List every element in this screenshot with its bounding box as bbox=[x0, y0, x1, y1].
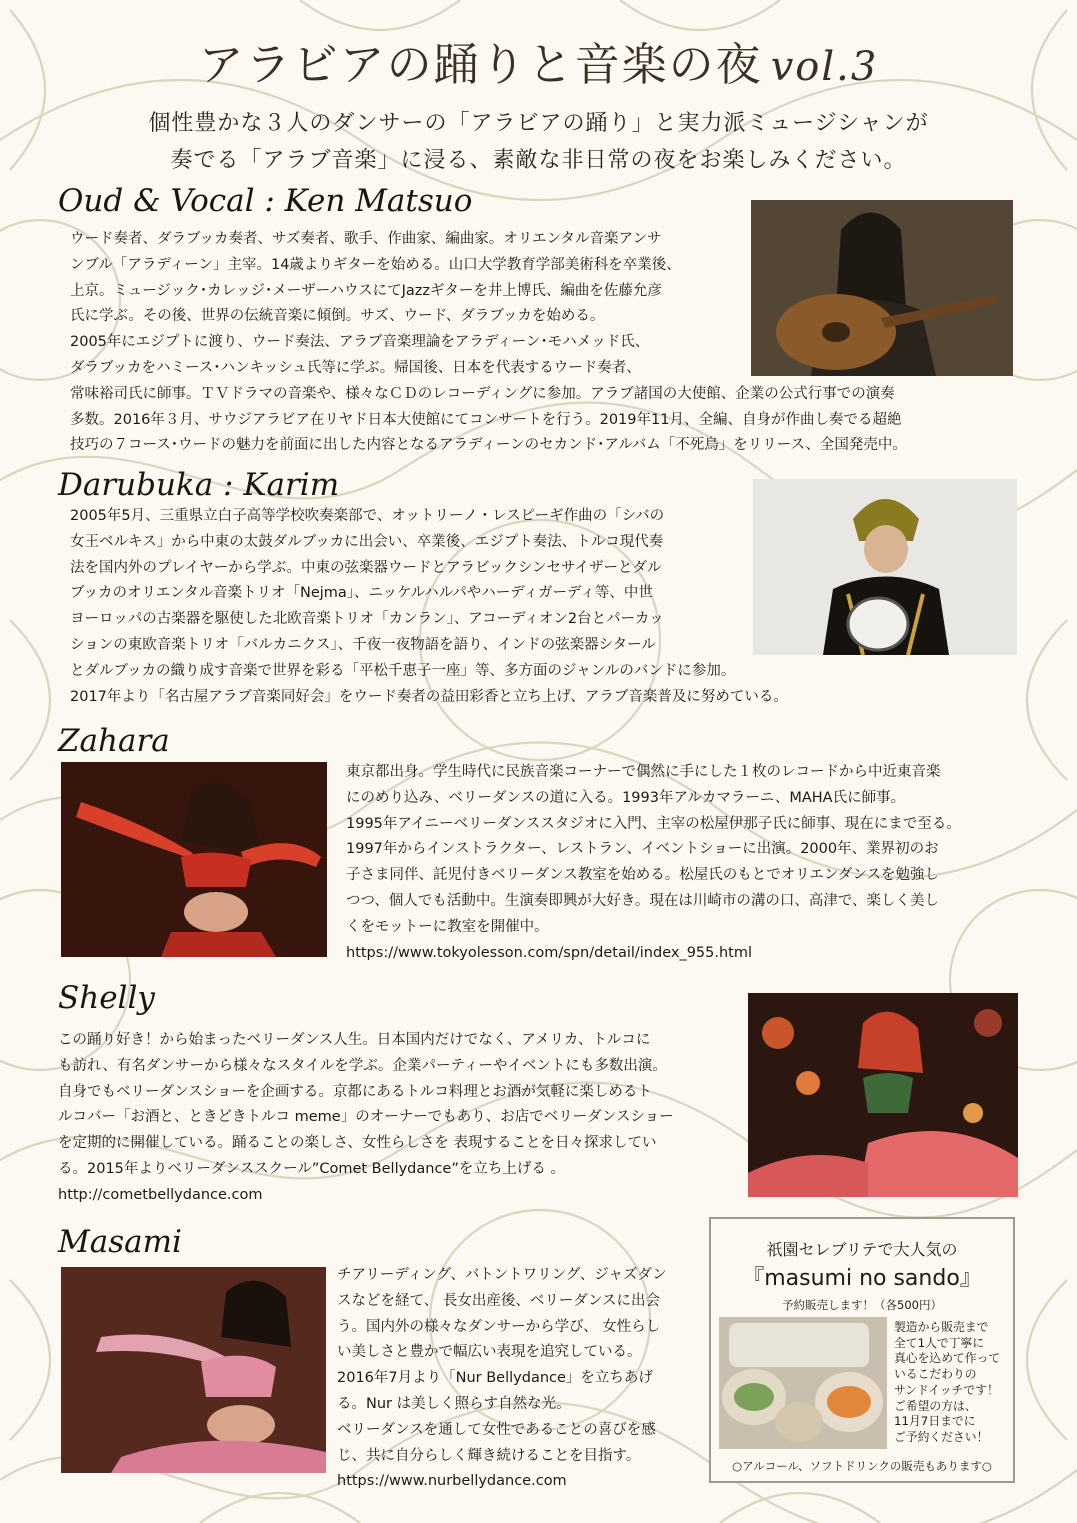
bio-line: 女王ベルキス」から中東の太鼓ダルブッカに出会い、卒業後、エジプト奏法、トルコ現代奏 bbox=[70, 533, 664, 550]
bio-shelly bbox=[58, 1028, 674, 1209]
bio-line: を定期的に開催している。踊ることの楽しさ、女性らしさを 表現することを日々探求してい bbox=[58, 1135, 657, 1152]
sando-product-name: 『masumi no sando』 bbox=[742, 1266, 982, 1291]
bio-line: つつ、個人でも活動中。生演奏即興が大好き。現在は川崎市の溝の口、高津で、楽しく美し bbox=[346, 892, 940, 909]
bio-line: 1995年アイニーベリーダンススタジオに入門、主宰の松屋伊那子氏に師事、現在にまで至る。 bbox=[346, 815, 961, 832]
bio-line: 2016年7月より「Nur Bellydance」を立ちあげ bbox=[337, 1370, 653, 1387]
sando-note-line: 全て1人で丁寧に bbox=[894, 1335, 985, 1350]
sando-note-line: サンドイッチです！ bbox=[894, 1382, 999, 1397]
bio-line: 多数。2016年３月、サウジアラビア在リヤド日本大使館にてコンサートを行う。2019年11月、全編、自身が作曲し奏でる超絶 bbox=[70, 411, 902, 428]
bio-karim bbox=[70, 504, 788, 710]
bio-line: る。2015年よりベリーダンススクール”Comet Bellydance”を立ち上げる 。 bbox=[58, 1160, 565, 1177]
bio-line: 法を国内外のプレイヤーから学ぶ。中東の弦楽器ウードとアラビックシンセサイザーとダル bbox=[70, 559, 662, 576]
lead-line-1: 個性豊かな３人のダンサーの「アラビアの踊り」と実力派ミュージシャンが bbox=[148, 111, 929, 136]
sando-note-line: 真心を込めて作って bbox=[894, 1351, 1001, 1366]
bio-line: う。国内外の様々なダンサーから学び、 女性らし bbox=[337, 1318, 661, 1335]
performer-name-zahara: Zahara bbox=[58, 723, 170, 759]
sando-footer: ○アルコール、ソフトドリンクの販売もあります○ bbox=[732, 1459, 992, 1473]
bio-line: 東京都出身。学生時代に民族音楽コーナーで偶然に手にした１枚のレコードから中近東音楽 bbox=[346, 764, 941, 780]
masami-website-link[interactable]: https://www.nurbellydance.com bbox=[337, 1473, 567, 1490]
photo-karim-darbuka bbox=[753, 479, 1017, 655]
bio-line: ションの東欧音楽トリオ「バルカニクス」、千夜一夜物語を語り、インドの弦楽器シタール bbox=[70, 636, 656, 653]
bio-line: い美しさと豊かで幅広い表現を追究している。 bbox=[337, 1344, 642, 1361]
photo-shelly-dancer bbox=[748, 993, 1018, 1197]
sando-promo-box bbox=[709, 1217, 1015, 1483]
bio-line: 2005年5月、三重県立白子高等学校吹奏楽部で、オットリーノ・レスピーギ作曲の「シバの bbox=[70, 508, 665, 524]
performer-name-karim: Darubuka : Karim bbox=[58, 467, 340, 503]
bio-line: スなどを経て、 長女出産後、ベリーダンスに出会 bbox=[337, 1292, 661, 1309]
sando-note-line: いるこだわりの bbox=[894, 1367, 977, 1382]
lead-line-2: 奏でる「アラブ音楽」に浸る、素敵な非日常の夜をお楽しみください。 bbox=[170, 148, 907, 173]
bio-line: ンブル「アラディーン」主宰。14歳よりギターを始める。山口大学教育学部美術科を卒業後、 bbox=[70, 256, 681, 273]
photo-zahara-dancer bbox=[61, 762, 327, 957]
bio-line: 子さま同伴、託児付きベリーダンス教室を始める。松屋氏のもとでオリエンダンスを勉強し bbox=[346, 867, 940, 884]
photo-masami-dancer bbox=[61, 1267, 326, 1473]
title-text: アラビアの踊りと音楽の夜 bbox=[198, 38, 763, 91]
bio-line: 上京。ミュージック･カレッジ･メーザーハウスにてJazzギターを井上博氏、編曲を佐藤允彦 bbox=[70, 282, 662, 299]
bio-line: チアリーディング、バトントワリング、ジャズダン bbox=[337, 1267, 667, 1283]
bio-line: 2005年にエジプトに渡り、ウード奏法、アラブ音楽理論をアラディーン･モハメッド氏、 bbox=[70, 334, 650, 351]
shelly-website-link[interactable]: http://cometbellydance.com bbox=[58, 1186, 263, 1203]
bio-line: 常味裕司氏に師事。ＴＶドラマの音楽や、様々なＣＤのレコーディングに参加。アラブ諸国の大使館、企業の公式行事での演奏 bbox=[70, 385, 895, 402]
sando-photo bbox=[719, 1317, 887, 1449]
bio-line: 氏に学ぶ。その後、世界の伝統音楽に傾倒。サズ、ウード、ダラブッカを始める。 bbox=[70, 308, 605, 325]
bio-line: 2017年より「名古屋アラブ音楽同好会」をウード奏者の益田彩香と立ち上げ、アラブ音楽普及に努めている。 bbox=[70, 688, 788, 705]
sando-presale: 予約販売します！（各500円） bbox=[782, 1298, 942, 1312]
bio-line: ルコバー「お酒と、ときどきトルコ meme」のオーナーでもあり、お店でベリーダンスショー bbox=[58, 1109, 674, 1126]
title-volume: vol.3 bbox=[770, 44, 879, 90]
sando-note-line: ご希望の方は、 bbox=[894, 1398, 977, 1413]
bio-line: ベリーダンスを通して女性であることの喜びを感 bbox=[337, 1421, 656, 1438]
bio-line: 技巧の７コース･ウードの魅力を前面に出した内容となるアラディーンのセカンド･アルバム「不死鳥」をリリース、全国発売中。 bbox=[70, 437, 907, 454]
bio-masami bbox=[337, 1263, 667, 1495]
bio-line: る。Nur は美しく照らす自然な光。 bbox=[337, 1395, 571, 1412]
sando-description bbox=[894, 1320, 1000, 1446]
bio-line: この踊り好き！から始まったベリーダンス人生。日本国内だけでなく、アメリカ、トルコに bbox=[58, 1032, 651, 1048]
bio-line: とダルブッカの織り成す音楽で世界を彩る「平松千恵子一座」等、多方面のジャンルのバンドに参加。 bbox=[70, 662, 736, 679]
bio-line: ダラブッカをハミース･ハンキッシュ氏等に学ぶ。帰国後、日本を代表するウード奏者、 bbox=[70, 359, 641, 376]
bio-line: くをモットーに教室を開催中。 bbox=[346, 918, 549, 935]
bio-zahara bbox=[346, 760, 961, 966]
bio-line: にのめり込み、ベリーダンスの道に入る。1993年アルカマラーニ、MAHA氏に師事。 bbox=[346, 789, 906, 806]
bio-line: も訪れ、有名ダンサーから様々なスタイルを学ぶ。企業パーティーやイベントにも多数出演。 bbox=[58, 1057, 667, 1074]
bio-line: ウード奏者、ダラブッカ奏者、サズ奏者、歌手、作曲家、編曲家。オリエンタル音楽アンサ bbox=[70, 231, 662, 247]
performer-name-shelly: Shelly bbox=[58, 980, 155, 1016]
poster-title bbox=[0, 28, 1077, 93]
sando-note-line: 11月7日までに bbox=[894, 1414, 976, 1429]
bio-line: じ、共に自分らしく輝き続けることを目指す。 bbox=[337, 1447, 641, 1464]
sando-note-line: ご予約ください！ bbox=[894, 1429, 989, 1444]
performer-name-masami: Masami bbox=[58, 1224, 182, 1260]
sando-heading: 祇園セレブリテで大人気の bbox=[766, 1240, 958, 1259]
sando-note-line: 製造から販売まで bbox=[894, 1320, 989, 1334]
performer-name-ken: Oud & Vocal : Ken Matsuo bbox=[58, 183, 473, 219]
bio-line: 自身でもベリーダンスショーを企画する。京都にあるトルコ料理とお酒が気軽に楽しめるト bbox=[58, 1083, 652, 1100]
bio-line: 1997年からインストラクター、レストラン、イベントショーに出演。2000年、業界初のお bbox=[346, 841, 939, 858]
bio-ken bbox=[70, 227, 907, 459]
bio-line: ヨーロッパの古楽器を駆使した北欧音楽トリオ「カンラン」、アコーディオン2台とパーカッ bbox=[70, 611, 664, 628]
bio-line: ブッカのオリエンタル音楽トリオ「Nejma」、ニッケルハルパやハーディガーディ等、中世 bbox=[70, 585, 653, 602]
zahara-website-link[interactable]: https://www.tokyolesson.com/spn/detail/index_955.html bbox=[346, 944, 753, 961]
